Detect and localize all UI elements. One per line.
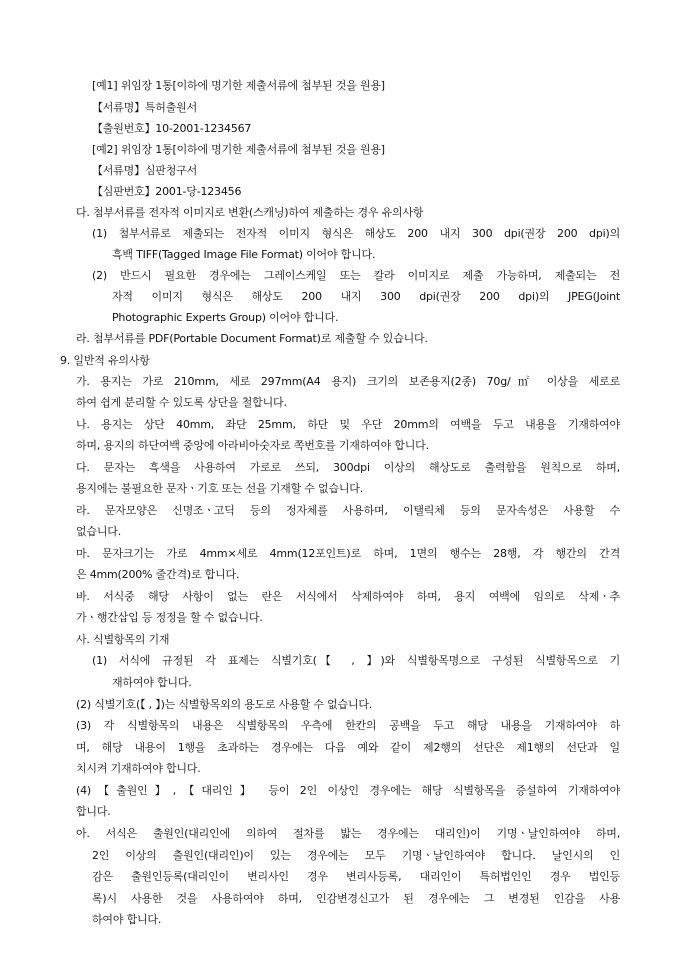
- item-sa-1-line-1: (1) 서식에 규정된 각 표제는 식별기호(【 , 】)와 식별항목명으로 구성된 식별항목으로 기: [92, 654, 620, 667]
- item-sa-4-line-1: (4)【출원인】,【대리인】 등이 2인 이상인 경우에는 해당 식별항목을 증설하여 기재하여야: [76, 784, 620, 797]
- item-sa-4-line-2: 합니다.: [76, 805, 111, 818]
- item-sa-heading: 사. 식별항목의 기재: [76, 633, 170, 646]
- item-sa-2-line: (2) 식별기호(【 , 】)는 식별항목외의 용도로 사용할 수 없습니다.: [76, 698, 373, 711]
- item-ma-line-2: 은 4mm(200% 줄간격)로 합니다.: [76, 568, 240, 581]
- item-ma-line-1: 마. 문자크기는 가로 4mm×세로 4mm(12포인트)로 하며, 1면의 행수는 28행, 각 행간의 간격: [76, 547, 620, 560]
- item-ba-line-2: 가ㆍ행간삽입 등 정정을 할 수 없습니다.: [76, 611, 263, 624]
- section-da-heading: 다. 첨부서류를 전자적 이미지로 변환(스캐닝)하여 제출하는 경우 유의사항: [76, 206, 424, 219]
- item-ga-line-1: 가. 용지는 가로 210mm, 세로 297mm(A4 용지) 크기의 보존용지(2종) 70g/㎡ 이상을 세로로: [76, 375, 620, 388]
- item-ga-line-2: 하여 쉽게 분리할 수 있도록 상단을 철합니다.: [76, 396, 287, 409]
- item-a-line-4: 록)시 사용한 것을 사용하여야 하며, 인감변경신고가 된 경우에는 그 변경된 인감을 사용: [92, 892, 620, 905]
- example-1-application-number: 【출원번호】10-2001-1234567: [92, 122, 252, 135]
- item-2-line-3: Photographic Experts Group) 이어야 합니다.: [112, 311, 339, 324]
- item-da-line-2: 용지에는 불필요한 문자ㆍ기호 또는 선을 기재할 수 없습니다.: [76, 482, 364, 495]
- example-1-document-name: 【서류명】특허출원서: [92, 101, 198, 114]
- item-sa-1-line-2: 재하여야 합니다.: [112, 676, 192, 689]
- item-a-line-5: 하여야 합니다.: [92, 913, 162, 926]
- example-2-document-name: 【서류명】심판청구서: [92, 164, 198, 177]
- item-a-line-1: 아. 서식은 출원인(대리인에 의하여 절차를 밟는 경우에는 대리인)이 기명ㆍ날인하여야 하며,: [76, 827, 620, 840]
- example-1-line: [예1] 위임장 1통[이하에 명기한 제출서류에 첨부된 것을 원용]: [92, 79, 385, 92]
- item-a-line-2: 2인 이상의 출원인(대리인)이 있는 경우에는 모두 기명ㆍ날인하여야 합니다. 날인시의 인: [92, 849, 620, 862]
- item-na-line-1: 나. 용지는 상단 40mm, 좌단 25mm, 하단 및 우단 20mm의 여백을 두고 내용을 기재하여야: [76, 418, 620, 431]
- item-1-line-2: 흑백 TIFF(Tagged Image File Format) 이어야 합니다.: [112, 248, 376, 261]
- item-1-line-1: (1) 첨부서류로 제출되는 전자적 이미지 형식은 해상도 200 내지 300 dpi(권장 200 dpi)의: [92, 227, 620, 240]
- example-2-line: [예2] 위임장 1통[이하에 명기한 제출서류에 첨부된 것을 원용]: [92, 143, 385, 156]
- item-ba-line-1: 바. 서식중 해당 사항이 없는 란은 서식에서 삭제하여야 하며, 용지 여백에 임의로 삭제ㆍ추: [76, 590, 620, 603]
- item-na-line-2: 하며, 용지의 하단여백 중앙에 아라비아숫자로 쪽번호를 기재하여야 합니다.: [76, 439, 429, 452]
- item-sa-3-line-3: 치시켜 기재하여야 합니다.: [76, 762, 201, 775]
- section-ra-heading: 라. 첨부서류를 PDF(Portable Document Format)로 제출할 수 있습니다.: [76, 332, 428, 345]
- example-2-trial-number: 【심판번호】2001-당-123456: [92, 185, 242, 198]
- section-9-heading: 9. 일반적 유의사항: [60, 354, 150, 367]
- item-a-line-3: 감은 출원인등록(대리인이 변리사인 경우 변리사등록, 대리인이 특허법인인 경우 법인등: [92, 870, 620, 883]
- item-da-line-1: 다. 문자는 흑색을 사용하여 가로로 쓰되, 300dpi 이상의 해상도로 출력함을 원칙으로 하며,: [76, 461, 620, 474]
- item-ra-line-1: 라. 문자모양은 신명조ㆍ고딕 등의 정자체를 사용하며, 이탤릭체 등의 문자속성은 사용할 수: [76, 504, 620, 517]
- item-ra-line-2: 없습니다.: [76, 525, 122, 538]
- item-2-line-2: 자적 이미지 형식은 해상도 200 내지 300 dpi(권장 200 dpi)의 JPEG(Joint: [112, 290, 620, 303]
- item-2-line-1: (2) 반드시 필요한 경우에는 그레이스케일 또는 칼라 이미지로 제출 가능하며, 제출되는 전: [92, 269, 620, 282]
- item-sa-3-line-1: (3) 각 식별항목의 내용은 식별항목의 우측에 한칸의 공백을 두고 해당 내용을 기재하여야 하: [76, 719, 620, 732]
- item-sa-3-line-2: 며, 해당 내용이 1행을 초과하는 경우에는 다음 예와 같이 제2행의 선단은 제1행의 선단과 일: [76, 741, 620, 754]
